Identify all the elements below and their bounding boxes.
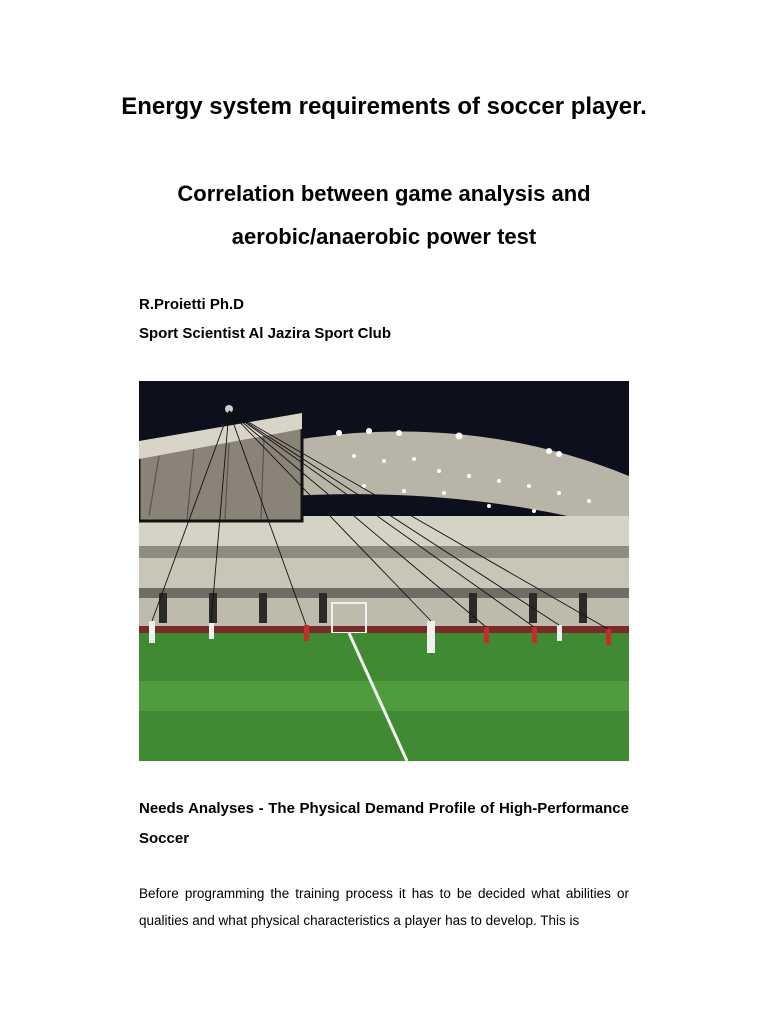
author-name: R.Proietti Ph.D xyxy=(139,296,245,313)
body-paragraph: Before programming the training process it has to be decided what abilities or qualities and what physical characteristics a player has to develop. This is xyxy=(139,886,629,928)
pitch-stripe xyxy=(139,681,629,711)
author-affiliation: Sport Scientist Al Jazira Sport Club xyxy=(139,325,391,342)
stadium-photo xyxy=(139,381,629,761)
tier-shadow xyxy=(139,546,629,558)
middle-tier xyxy=(139,558,629,588)
stadium-illustration xyxy=(139,381,629,761)
section-heading: Needs Analyses - The Physical Demand Profile of High-Performance Soccer xyxy=(139,800,629,847)
document-title: Energy system requirements of soccer player. xyxy=(121,93,647,120)
document-subtitle: Correlation between game analysis and aerobic/anaerobic power test xyxy=(177,181,591,249)
